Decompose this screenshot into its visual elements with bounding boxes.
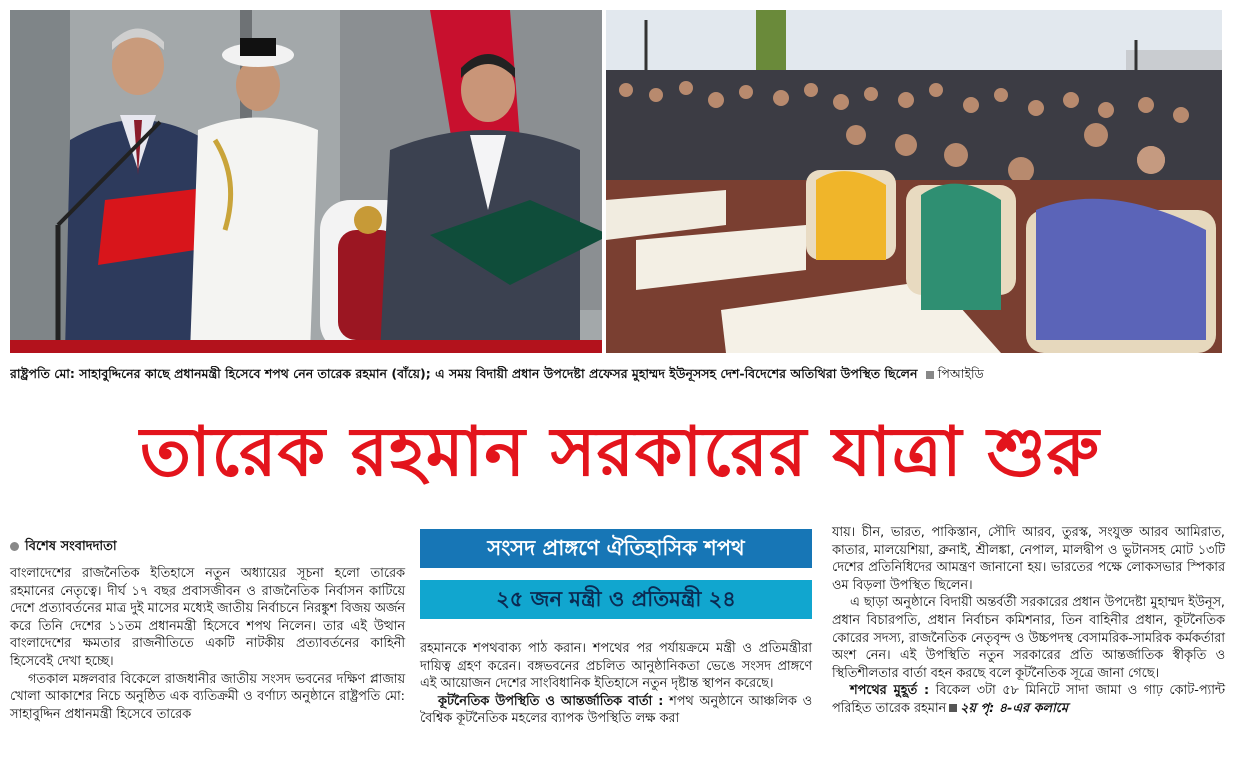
paragraph: রহমানকে শপথবাক্য পাঠ করান। শপথের পর পর্যায়ক্রমে মন্ত্রী ও প্রতিমন্ত্রীরা দায়িত্ব গ্রহণ করেন। বঙ্গভবনের প্রচলিত আনুষ্ঠানিকতা ভেঙে সংসদ প্রাঙ্গণে এই আয়োজন দেশের সাংবিধানিক ইতিহাসে নতুন দৃষ্টান্ত স্থাপন করেছে। [420,641,812,692]
caption-text: রাষ্ট্রপতি মো: সাহাবুদ্দিনের কাছে প্রধানমন্ত্রী হিসেবে শপথ নেন তারেক রহমান (বাঁয়ে); এ সময় বিদায়ী প্রধান উপদেষ্টা প্রফেসর মুহাম্মদ ইউনূসসহ দেশ-বিদেশের অতিথিরা উপস্থিত ছিলেন [10,366,918,381]
subhead-diplomatic: কূটনৈতিক উপস্থিতি ও আন্তর্জাতিক বার্তা : [438,693,664,709]
article-column-2 [420,640,812,728]
photo-caption [10,366,1225,386]
byline [10,537,117,558]
oath-photo-illustration [10,10,602,353]
byline-text: বিশেষ সংবাদদাতা [25,539,117,554]
article-column-1 [10,565,405,723]
photo-credit: পিআইডি [937,366,984,381]
paragraph-oath-moment [832,682,1225,717]
continued-link[interactable]: ২য় পৃ: ৪-এর কলামে [960,700,1069,716]
paragraph: বাংলাদেশের রাজনৈতিক ইতিহাসে নতুন অধ্যায়ের সূচনা হলো তারেক রহমানের নেতৃত্বে। দীর্ঘ ১৭ বছর প্রবাসজীবন ও রাজনৈতিক নির্বাসন কাটিয়ে দেশে প্রত্যাবর্তনের মাত্র দুই মাসের মধ্যেই জাতীয় নির্বাচনে নিরঙ্কুশ বিজয় অর্জন করে তিনি দেশের ১১তম প্রধানমন্ত্রী হিসেবে শপথ নিলেন। তার এই উত্থান বাংলাদেশের ক্ষমতার রাজনীতিতে একটি নাটকীয় প্রত্যাবর্তনের কাহিনী হিসেবেই দেখা হচ্ছে। [10,566,405,669]
audience-photo-illustration [606,10,1222,353]
paragraph: যায়। চীন, ভারত, পাকিস্তান, সৌদি আরব, তুরস্ক, সংযুক্ত আরব আমিরাত, কাতার, মালয়েশিয়া, ব্রুনাই, শ্রীলঙ্কা, নেপাল, মালদ্বীপ ও ভুটানসহ মোট ১৩টি দেশের প্রতিনিধিদের আমন্ত্রণ জানানো হয়। ভারতের পক্ষে লোকসভার স্পিকার ওম বিড়লা উপস্থিত ছিলেন। [832,525,1225,593]
subhead-diplomatic-text: শপথ অনুষ্ঠানে আঞ্চলিক ও বৈশ্বিক কূটনৈতিক মহলের ব্যাপক উপস্থিতি লক্ষ করা [420,693,812,727]
paragraph: গতকাল মঙ্গলবার বিকেলে রাজধানীর জাতীয় সংসদ ভবনের দক্ষিণ প্লাজায় খোলা আকাশের নিচে অনুষ্ঠিত এক ব্যতিক্রমী ও বর্ণাঢ্য অনুষ্ঠানে রাষ্ট্রপতি মো: সাহাবুদ্দিন প্রধানমন্ত্রী হিসেবে তারেক [10,671,405,722]
credit-square-icon [926,371,934,379]
jump-square-icon [949,704,957,712]
oath-photo [10,10,602,353]
subhead-oath-moment: শপথের মুহূর্ত : [850,683,930,699]
subheadline-box-ministers: ২৫ জন মন্ত্রী ও প্রতিমন্ত্রী ২৪ [420,580,812,619]
article-column-3 [832,524,1225,718]
paragraph: এ ছাড়া অনুষ্ঠানে বিদায়ী অন্তর্বর্তী সরকারের প্রধান উপদেষ্টা মুহাম্মদ ইউনূস, প্রধান বিচারপতি, প্রধান নির্বাচন কমিশনার, তিন বাহিনীর প্রধান, কূটনৈতিক কোরের সদস্য, রাজনৈতিক নেতৃবৃন্দ ও উচ্চপদস্থ বেসামরিক-সামরিক কর্মকর্তারা অংশ নেন। এই উপস্থিতি নতুন সরকারের প্রতি আন্তর্জাতিক স্বীকৃতি ও স্থিতিশীলতার বার্তা বহন করছে বলে কূটনৈতিক সূত্রে জানা গেছে। [832,595,1225,681]
headline: তারেক রহমান সরকারের যাত্রা শুরু [140,413,1100,492]
subhead-oath-moment-text: বিকেল ৩টা ৫৮ মিনিটে সাদা জামা ও গাঢ় কোট-প্যান্ট পরিহিত তারেক রহমান [832,683,1225,716]
audience-photo [606,10,1222,353]
paragraph-diplomatic [420,693,812,728]
bullet-dot-icon [10,542,19,551]
subheadline-box-oath: সংসদ প্রাঙ্গণে ঐতিহাসিক শপথ [420,529,812,568]
